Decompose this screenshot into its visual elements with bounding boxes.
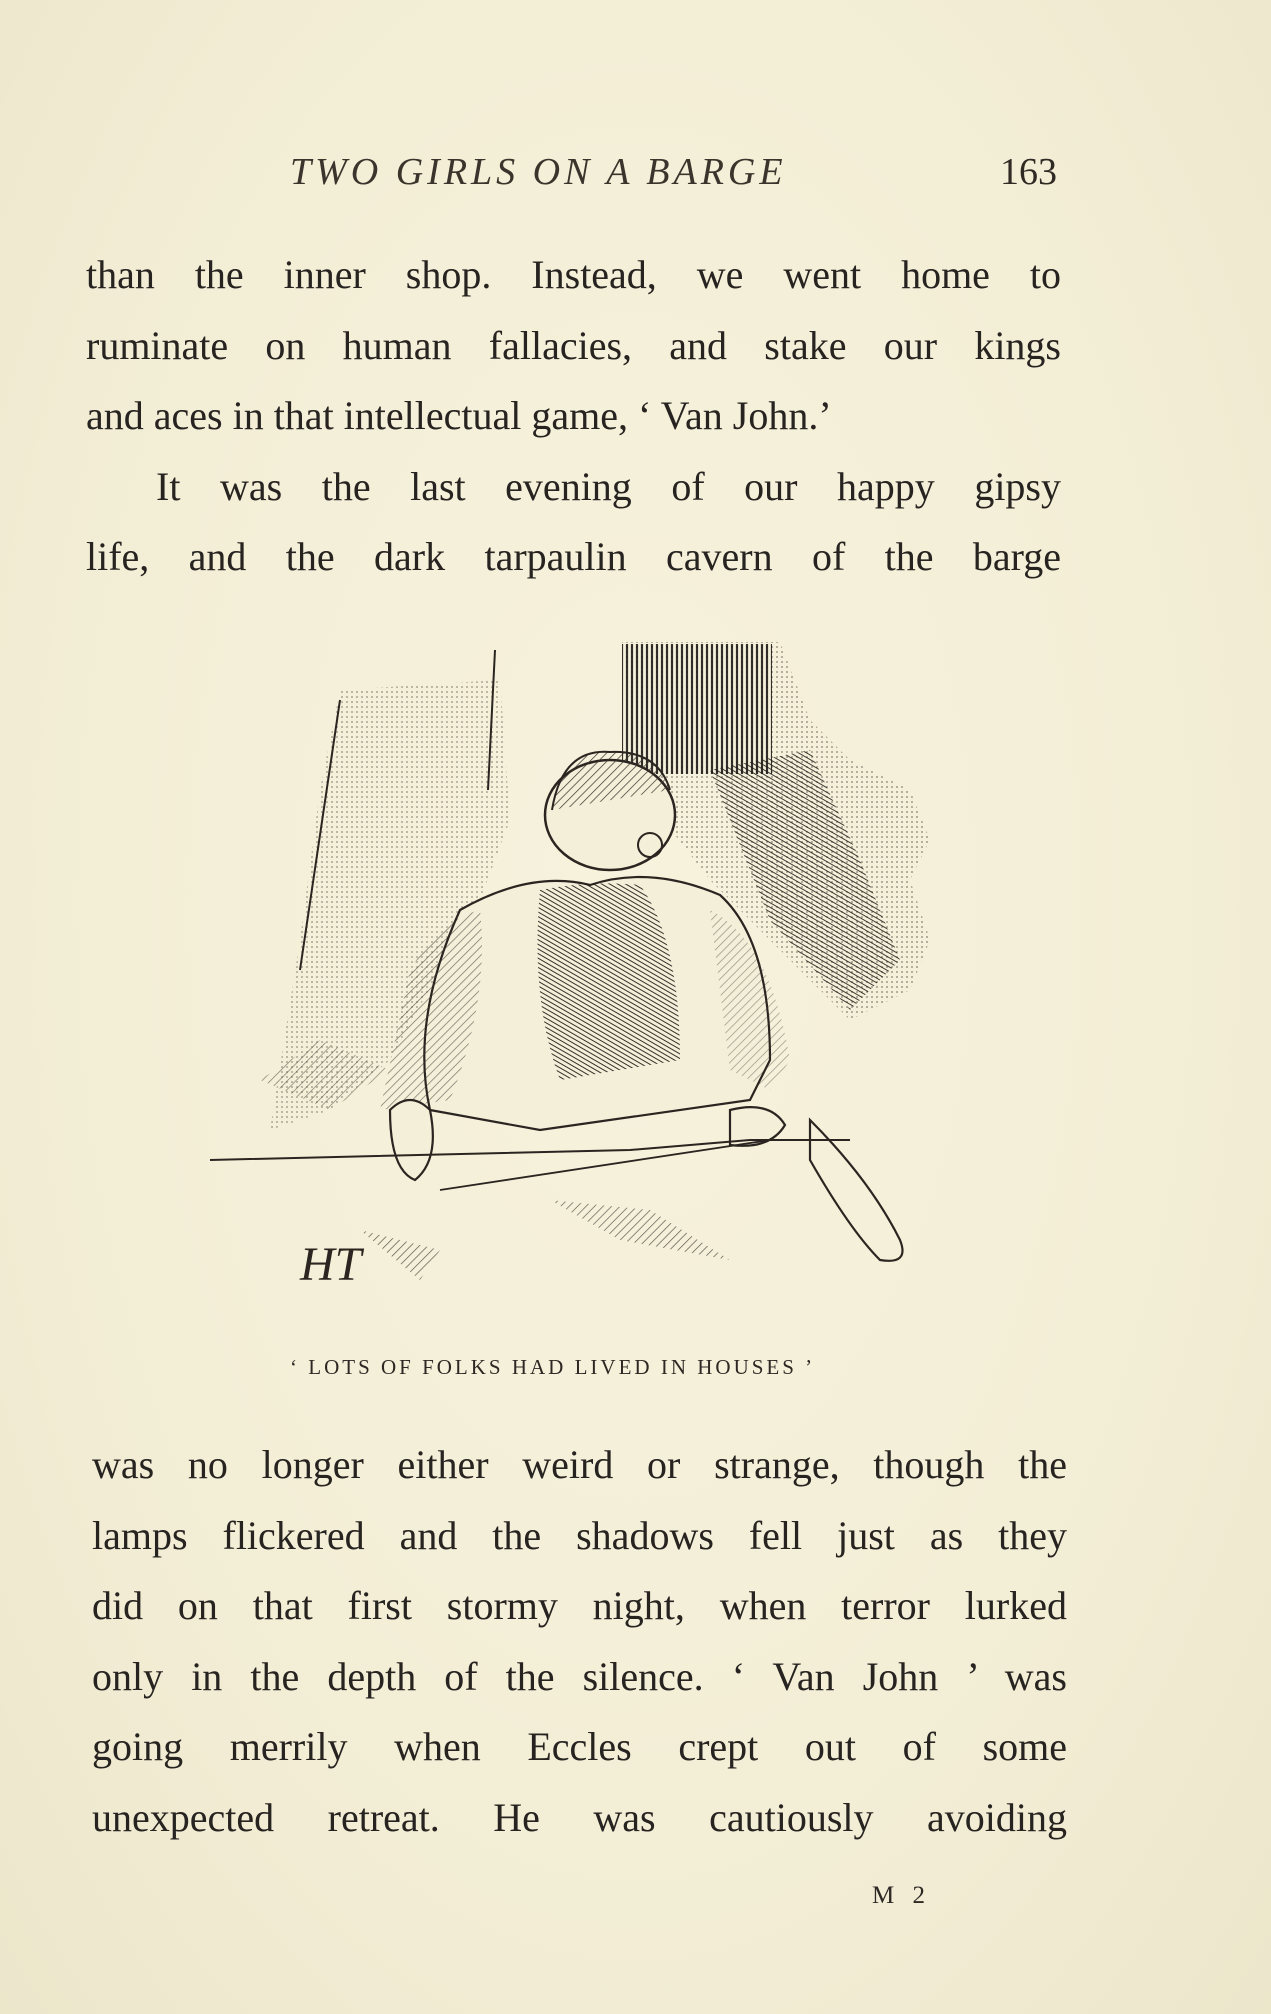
illustration-caption: ‘ LOTS OF FOLKS HAD LIVED IN HOUSES ’ — [290, 1355, 816, 1379]
text-line: and aces in that intellectual game, ‘ Van John.’ — [86, 393, 832, 438]
text-line: was no longer either weird or strange, though the — [92, 1442, 1067, 1487]
paragraph-top — [86, 240, 1061, 593]
text-line: unexpected retreat. He was cautiously avoiding — [92, 1794, 1067, 1840]
text-line: ruminate on human fallacies, and stake our kings — [86, 322, 1061, 368]
text-line: going merrily when Eccles crept out of some — [92, 1724, 1067, 1769]
text-line: only in the depth of the silence. ‘ Van John ’ was — [92, 1653, 1067, 1699]
text-line: did on that first stormy night, when terror lurked — [92, 1583, 1067, 1628]
text-line: life, and the dark tarpaulin cavern of the barge — [86, 534, 1061, 579]
text-line: lamps flickered and the shadows fell just as they — [92, 1512, 1067, 1558]
running-head: TWO GIRLS ON A BARGE — [290, 151, 787, 193]
text-line: It was the last evening of our happy gipsy — [156, 463, 1061, 509]
page-number: 163 — [1000, 151, 1057, 193]
paragraph-bottom — [92, 1430, 1067, 1853]
artist-signature: HT — [300, 1238, 362, 1290]
signature-mark: M 2 — [872, 1882, 931, 1909]
text-line: than the inner shop. Instead, we went home to — [86, 252, 1061, 297]
illustration-engraving — [210, 640, 930, 1290]
